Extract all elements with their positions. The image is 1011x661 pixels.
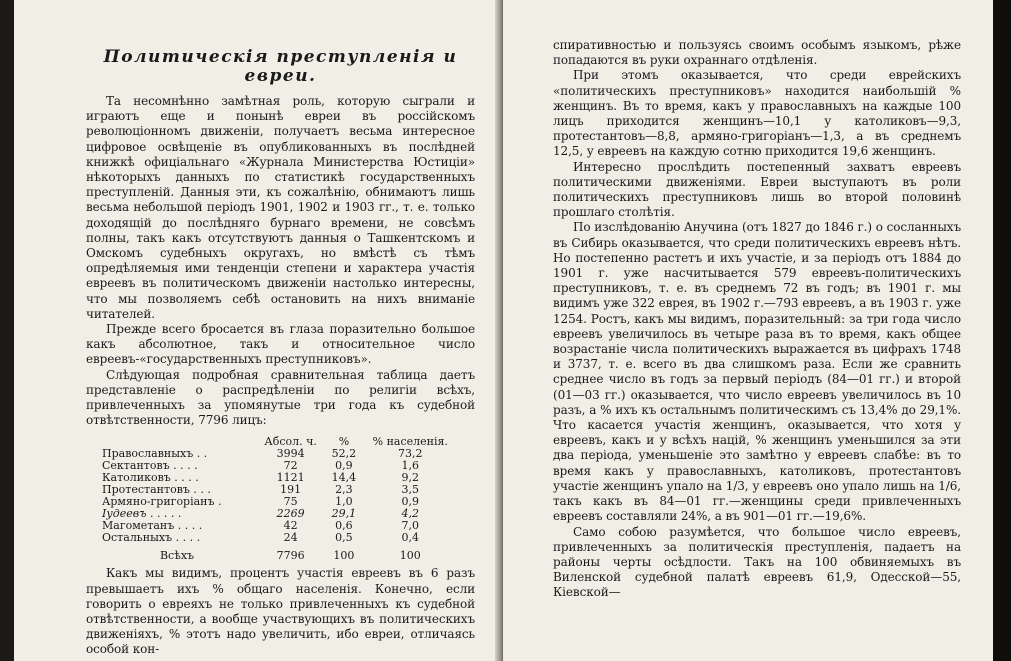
right-paragraph-1: спиративностью и пользуясь своимъ особымъ языкомъ, рѣже попадаются въ руки охраннаго отдѣленія. [553, 38, 961, 68]
row-abs: 24 [283, 531, 298, 545]
table-total-row [98, 544, 458, 562]
table-header-abs: Абсол. ч. [264, 435, 317, 449]
row-name: Іудеевъ . . . . . [102, 507, 182, 521]
row-abs: 72 [283, 459, 298, 473]
row-name: Католиковъ . . . . [102, 471, 199, 485]
row-pct: 0,6 [335, 519, 353, 533]
row-name: Сектантовъ . . . . [102, 459, 198, 473]
right-paragraph-4: По изслѣдованію Анучина (отъ 1827 до 1846 г.) о сосланныхъ въ Сибирь оказывается, что среди политическихъ евреевъ нѣтъ. Но постепенно растетъ и ихъ участіе, и за періодъ отъ 1884 до 1901 г. уже насчитывается 579 евреевъ-политическихъ преступниковъ, т. е. въ среднемъ 72 въ годъ; въ 1901 г. мы видимъ уже 322 еврея, въ 1902 г.—793 евреевъ, а въ 1903 г. уже 1254. Ростъ, какъ мы видимъ, поразительный: за три года число евреевъ увеличилось въ четыре раза въ то время, какъ общее возрастаніе числа политическихъ выражается въ цифрахъ 1748 и 3737, т. е. всего въ два слишкомъ раза. Если же сравнить среднее число въ годъ за первый періодъ (84—01 гг.) и второй (01—03 гг.) оказывается, что число евреевъ увеличилось въ 10 разъ, а % ихъ къ остальнымъ политическимъ съ 13,4% до 29,1%. Что касается участія женщинъ, оказывается, что хотя у евреевъ, какъ и у всѣхъ націй, % женщинъ уменьшился за эти два періода, уменьшеніе это замѣтно у евреевъ слабѣе: въ то время какъ у православныхъ, католиковъ, протестантовъ участіе женщинъ упало на 1/3, у евреевъ оно упало лишь на 1/6, такъ какъ въ 84—01 гг.—женщины среди привлеченныхъ евреевъ составляли 24%, а въ 901—01 гг.—19,6%. [553, 220, 961, 524]
row-pct: 29,1 [331, 507, 357, 521]
row-pop: 1,6 [401, 459, 420, 473]
total-abs: 7796 [276, 549, 305, 563]
religion-table [98, 436, 458, 562]
total-name: Всѣхъ [159, 549, 195, 563]
row-pct: 0,5 [335, 531, 353, 545]
row-name: Армяно-григоріанъ . [102, 495, 222, 509]
row-name: Православныхъ . . [102, 447, 208, 461]
row-pct: 0,9 [335, 459, 353, 473]
table-header-pct: % [338, 435, 350, 449]
total-pop: 100 [399, 549, 421, 563]
row-abs: 3994 [276, 447, 305, 461]
row-name: Остальныхъ . . . . [102, 531, 201, 545]
right-page [503, 0, 993, 661]
row-pop: 7,0 [401, 519, 420, 533]
right-paragraph-2: При этомъ оказывается, что среди еврейскихъ «политическихъ преступниковъ» находится наибольшій % женщинъ. Въ то время, какъ у православныхъ на каждые 100 лицъ приходится женщинъ—10,1 у католиковъ—9,3, протестантовъ—8,8, армяно-григоріанъ—1,3, а въ среднемъ 12,5, у евреевъ на каждую сотню приходится 19,6 женщинъ. [553, 68, 961, 159]
right-paragraph-5: Само собою разумѣется, что большое число евреевъ, привлеченныхъ за политическія преступленія, падаетъ на районы черты осѣдлости. Такъ на 100 обвиняемыхъ въ Виленской судебной палатѣ евреевъ 61,9, Одесской—55, Кіевской— [553, 524, 961, 600]
row-pop: 4,2 [401, 507, 420, 521]
row-name: Магометанъ . . . . [102, 519, 203, 533]
right-paragraph-3: Интересно прослѣдить постепенный захватъ евреевъ политическими движеніями. Евреи выступаютъ въ роли политическихъ преступниковъ лишь во второй половинѣ прошлаго столѣтія. [553, 159, 961, 220]
left-paragraph-1: Та несомнѣнно замѣтная роль, которую сыграли и играютъ еще и понынѣ евреи въ россійскомъ революціонномъ движеніи, получаетъ весьма интересное цифровое освѣщеніе въ опубликованныхъ въ послѣдней книжкѣ офиціальнаго «Журнала Министерства Юстиціи» нѣкоторыхъ данныхъ по статистикѣ государственныхъ преступленій. Данныя эти, къ сожалѣнію, обнимаютъ лишь весьма небольшой періодъ 1901, 1902 и 1903 гг., т. е. только доходящій до послѣдняго бурнаго времени, не совсѣмъ полны, такъ какъ отсутствуютъ данныя о Ташкентскомъ и Омскомъ судебныхъ округахъ, но вмѣстѣ съ тѣмъ опредѣляемыя ими тенденціи степени и характера участія евреевъ въ политическомъ движеніи настолько интересны, что мы позволяемъ себѣ остановить на нихъ вниманіе читателей. [86, 94, 475, 321]
row-abs: 191 [280, 483, 302, 497]
row-pop: 9,2 [401, 471, 420, 485]
row-pct: 2,3 [335, 483, 353, 497]
row-pct: 14,4 [331, 471, 357, 485]
row-abs: 2269 [276, 507, 305, 521]
page-title: Политическія преступленія и евреи. [103, 47, 458, 86]
row-pct: 52,2 [331, 447, 357, 461]
row-pop: 73,2 [398, 447, 423, 461]
row-pop: 0,9 [401, 495, 420, 509]
left-page [14, 0, 501, 661]
table-row [98, 532, 458, 544]
row-abs: 42 [283, 519, 298, 533]
left-paragraph-2: Прежде всего бросается въ глаза поразительно большое какъ абсолютное, такъ и относительное число евреевъ-«государственныхъ преступниковъ». [86, 322, 475, 367]
left-paragraph-3: Слѣдующая подробная сравнительная таблица даетъ представленіе о распредѣленіи по религіи всѣхъ, привлеченныхъ за упомянутые три года къ судебной отвѣтственности, 7796 лицъ: [86, 367, 475, 428]
scan-edge [993, 0, 1011, 661]
table-header-pop: % населенія. [372, 435, 448, 449]
row-name: Протестантовъ . . . [102, 483, 211, 497]
row-pct: 1,0 [335, 495, 353, 509]
row-abs: 1121 [276, 471, 305, 485]
total-pct: 100 [333, 549, 355, 563]
left-paragraph-4: Какъ мы видимъ, процентъ участія евреевъ въ 6 разъ превышаетъ ихъ % общаго населенія. Конечно, если говорить о евреяхъ не только привлеченныхъ къ судебной отвѣтственности, а вообще участвующихъ въ политическихъ движеніяхъ, % этотъ надо увеличить, ибо евреи, отличаясь особой кон- [86, 566, 475, 657]
row-pop: 3,5 [401, 483, 420, 497]
row-abs: 75 [283, 495, 298, 509]
row-pop: 0,4 [401, 531, 420, 545]
